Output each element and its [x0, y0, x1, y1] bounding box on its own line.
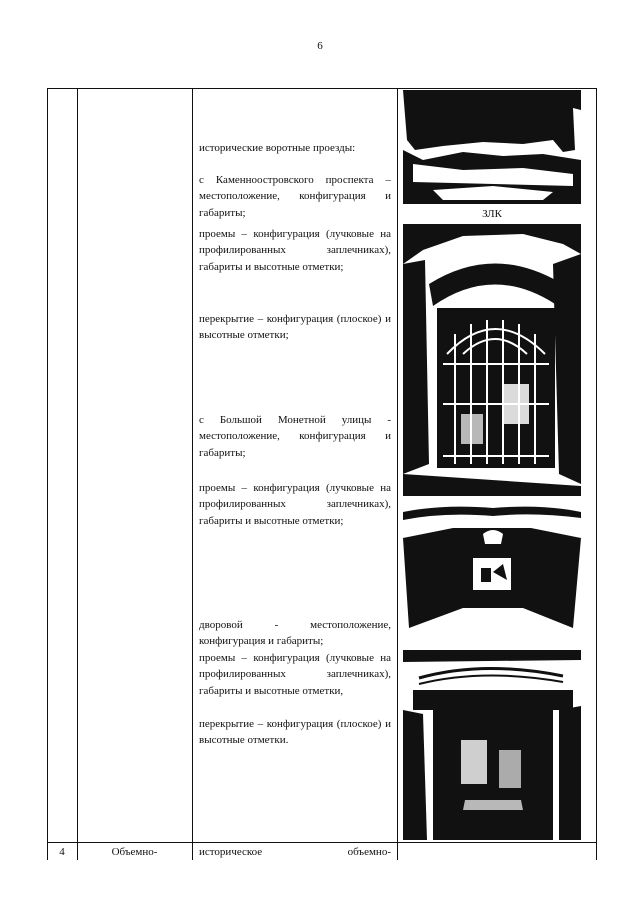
page-number: 6 — [317, 40, 323, 52]
row4-object: Объемно- — [111, 846, 158, 858]
paragraph-openings-1: проемы – конфигурация (лучковые на профилированных заплечниках), габариты и высотные отметки; — [199, 228, 391, 273]
paragraph-openings-2: проемы – конфигурация (лучковые на профилированных заплечниках), габариты и высотные отметки; — [199, 482, 391, 527]
row4-description: историческое объемно- — [199, 846, 391, 858]
table-border-col2 — [192, 88, 193, 860]
row4-number: 4 — [59, 846, 65, 858]
table-border-col3 — [397, 88, 398, 860]
paragraph-bolshaya-monetnaya: с Большой Монетной улицы - местоположение, конфигурация и габариты; — [199, 414, 391, 459]
photo-gate-kamennoostrovsky — [403, 224, 581, 496]
photo-gate-courtyard — [403, 650, 581, 840]
paragraph-gates-intro: исторические воротные проезды: — [199, 142, 356, 154]
paragraph-ceiling-1: перекрытие – конфигурация (плоское) и высотные отметки; — [199, 313, 391, 342]
paragraph-courtyard: дворовой - местоположение, конфигурация и габариты; — [199, 619, 391, 648]
photo-caption: ЗЛК — [482, 208, 502, 220]
table-border-right — [596, 88, 597, 860]
paragraph-kamennoostrovsky: с Каменноостровского проспекта – местоположение, конфигурация и габариты; — [199, 174, 391, 219]
paragraph-ceiling-2: перекрытие – конфигурация (плоское) и высотные отметки. — [199, 718, 391, 747]
photo-gate-top — [403, 90, 581, 204]
table-row-divider — [47, 842, 596, 843]
table-border-left — [47, 88, 48, 860]
table-border-col1 — [77, 88, 78, 860]
table-border-top — [47, 88, 596, 89]
paragraph-openings-3: проемы – конфигурация (лучковые на профилированных заплечниках), габариты и высотные отметки, — [199, 652, 391, 697]
photo-gate-bolshaya-monetnaya — [403, 498, 581, 648]
